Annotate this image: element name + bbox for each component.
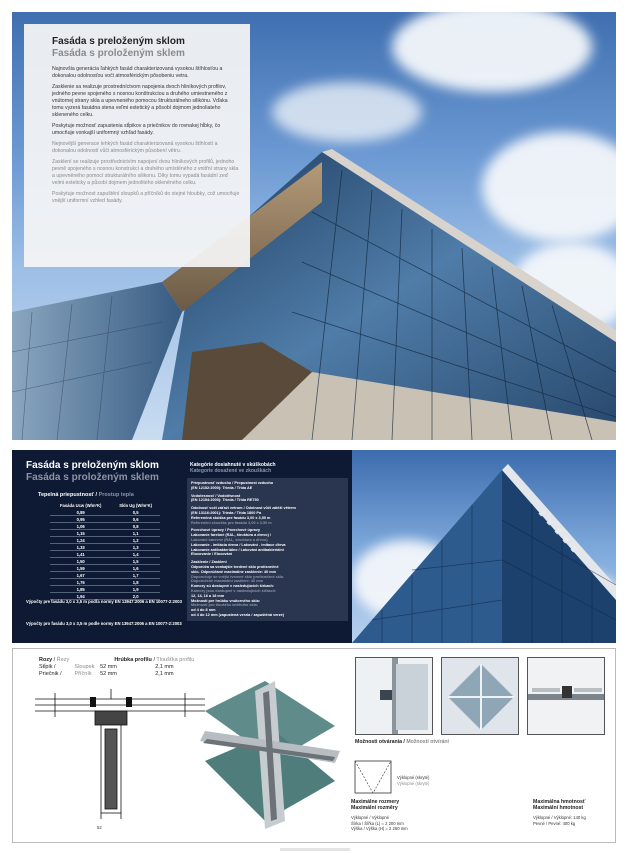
categories-column xyxy=(190,462,348,621)
table-cell: 1,15 xyxy=(50,530,111,537)
top-hung-window-icon xyxy=(353,759,393,795)
spec-name-sk: Priečnik xyxy=(39,671,59,677)
category-line: od 4 do 8 mm xyxy=(191,608,216,613)
table-row xyxy=(50,579,160,586)
profile-cross-section-drawing xyxy=(35,689,205,819)
thermal-heading-cz: Prostup tepla xyxy=(98,492,134,498)
rows-heading-cz: Řezy xyxy=(56,657,70,663)
corner-building-photo xyxy=(352,450,616,643)
max-weight-line: Pevné / Pevné: 400 kg xyxy=(533,820,576,826)
max-weight-line: Výklopné / Výklopné: 140 kg xyxy=(533,815,586,820)
table-cell: 1,7 xyxy=(111,572,160,579)
thermal-heading-sk: Tepelná priepustnosť xyxy=(38,492,95,498)
opening-type-sk: Výklopné (skryté) xyxy=(397,775,430,780)
specs-header: Rozy / Řezy Hrúbka profilu / Tloušťka profilu xyxy=(39,657,195,663)
intro-paragraph: Zasklenie sa realizuje prostredníctvom napojenia dvoch hliníkových profilov, jedného pevne spojeného s nosnou konštrukciou a druhého umiestneného z vnútornej strany skla a upevneného pomocou štrukturálneho silikónu. Vďaka tomu vyzerá fasádna stena veľmi estetický a pôsobí dojmom jednoliateho skleneného celku. xyxy=(52,84,228,118)
spec-width: 52 xyxy=(100,671,107,677)
hero-photo xyxy=(12,12,616,440)
category-line: Lakování barevné (RAL, struktura a dřevo) xyxy=(191,537,268,542)
spec-row: Priečnik / Příčník 52 mm 2,1 mm xyxy=(39,671,174,677)
table-cell: 1,59 xyxy=(50,565,111,572)
table-row xyxy=(50,537,160,544)
table-cell: 1,41 xyxy=(50,551,111,558)
category-line: Povrchové úpravy / Povrchové úpravy xyxy=(191,528,261,533)
intro-paragraph: Poskytuje možnosť zapustenia stĺpikov a priečnikov do rovnakej hĺbky, čo umocňuje vonkajší uniformný vzhľad fasády. xyxy=(52,123,221,136)
depth-heading-sk: Hrúbka profilu xyxy=(114,657,152,663)
opening-type xyxy=(397,775,429,786)
table-row xyxy=(50,551,160,558)
corner-building-illustration xyxy=(352,450,616,643)
spec-unit: mm xyxy=(107,671,117,677)
spec-unit: mm xyxy=(107,664,117,670)
table-row xyxy=(50,544,160,551)
thermal-table xyxy=(50,502,160,600)
opening-type-cz: Výklopné (skryté) xyxy=(397,780,430,786)
table-cell: 1,24 xyxy=(50,537,111,544)
table-row xyxy=(50,530,160,537)
category-line: Eloxovanie / Eloxování xyxy=(191,552,233,557)
max-dims-heading-cz: Maximální rozměry xyxy=(351,805,398,811)
table-row xyxy=(50,586,160,593)
thermal-note-cz: Výpočty pro fasádu 3,0 x 3,5 m podle normy EN 13947:2006 a EN 10077-2:2003 xyxy=(26,621,182,626)
band-title-sk: Fasáda s preloženým sklom xyxy=(26,460,159,471)
intro-paragraph: Najnovšia generácia ľahkých fasád charakterizovaná vysokou štíhlosťou a dokonalou odolnosťou voči atmosférickým pôsobeniu vetra. xyxy=(52,66,223,79)
categories-heading-cz: Kategorie dosažené ve zkouškách xyxy=(190,468,272,474)
thermal-heading: Tepelná priepustnosť / Prostup tepla xyxy=(38,492,134,498)
band-title-cz: Fasáda s proloženým sklem xyxy=(26,472,159,483)
table-row xyxy=(50,565,160,572)
table-cell: 1,6 xyxy=(111,565,160,572)
max-dims-label-cz: Výklopné xyxy=(371,815,389,820)
thermal-band xyxy=(12,450,352,643)
table-cell: 1,1 xyxy=(111,530,160,537)
table-row xyxy=(50,558,160,565)
category-line: Doporučuje se vnější tvrzené sklo protisněžné sklo. xyxy=(191,574,285,579)
category-line: Komory sú dostupné v nasledujúcich šírkach: xyxy=(191,584,275,589)
max-weight-heading xyxy=(533,799,585,811)
table-cell: 1,76 xyxy=(50,579,111,586)
table-row xyxy=(50,572,160,579)
category-line: (EN 12154:2000): Trieda / Třída RE750 xyxy=(191,498,259,503)
spec-width: 52 xyxy=(100,664,107,670)
category-line: sklo. Odporúčané maximálne zasklenie: 40 mm xyxy=(191,569,277,574)
intro-paragraph: Poskytuje možnost zapuštění sloupků a příčníků do stejné hloubky, což umocňuje vnější uniformní vzhled fasády. xyxy=(52,191,240,204)
glass-joint-image xyxy=(441,657,519,735)
category-line: (EN 12152:2000): Trieda / Třída AE xyxy=(191,485,253,490)
spec-depth: 2,1 mm xyxy=(155,664,174,670)
max-dims-heading xyxy=(351,799,399,811)
category-line: od 4 do 12 mm (zapustená verzia / zapuštěná verze) xyxy=(191,612,285,617)
intro-title-cz: Fasáda s proloženým sklem xyxy=(52,48,185,59)
max-height: Výška / Výška (H) = 2 260 mm xyxy=(351,826,408,831)
category-line: Lakovanie - imitácia dreva / Lakování - imitace dřeva xyxy=(191,542,286,547)
spec-row: Stĺpik / Sloupek 52 mm 2,1 mm xyxy=(39,664,174,670)
category-line: Odporúča sa vonkajšie tvrdené sklo protisnečné xyxy=(191,564,279,569)
table-cell: 0,8 xyxy=(111,523,160,530)
categories-box xyxy=(187,478,348,621)
dimension-label: 52 xyxy=(97,825,102,830)
rows-heading-sk: Rozy xyxy=(39,657,53,663)
max-weight-values xyxy=(533,815,586,826)
category-line: (EN 13116:2001): Trieda / Třída 1800 Pa xyxy=(191,510,262,515)
spec-name-cz: Sloupek xyxy=(74,664,95,670)
category-line: Lakovanie farebné (RAL, štruktúra a drevo) / xyxy=(191,533,271,538)
max-weight-heading-cz: Maximální hmotnost xyxy=(533,805,584,811)
max-dims-heading-sk: Maximálne rozmery xyxy=(351,799,400,805)
category-line: Možnosti pro tloušťku vnitřního skla: xyxy=(191,603,258,608)
category-line: Referenčná skúška pre fasádu 3,00 x 3,50 m xyxy=(191,515,271,520)
max-dims-label-sk: Výklopné xyxy=(351,815,369,820)
table-cell: 2,0 xyxy=(111,593,160,600)
max-width: Šírka / Šířka (L) = 2 200 mm xyxy=(351,820,404,826)
transom-detail-image xyxy=(527,657,605,735)
table-cell: 1,8 xyxy=(111,579,160,586)
category-line: Lakovanie antibakteriálne / Lakování antibakteriální xyxy=(191,547,284,552)
category-line: Referenční zkouška pro fasádu 3,00 x 3,50 m xyxy=(191,520,272,525)
table-cell: 1,4 xyxy=(111,551,160,558)
table-cell: 1,9 xyxy=(111,586,160,593)
max-weight-heading-sk: Maximálna hmotnosť xyxy=(533,799,586,805)
technical-section xyxy=(12,648,616,843)
table-cell: 1,5 xyxy=(111,558,160,565)
max-dims-values: Výklopné / Výklopné Šírka / Šířka (L) = 2 200 mm Výška / Výška (H) = 2 260 mm xyxy=(351,815,408,831)
intro-paragraph: Nejnovější generace lehkých fasád charakterizovaná vysokou štíhlostí a dokonalou odolností vůči atmosférickým působení větru. xyxy=(52,141,218,154)
table-cell: 0,5 xyxy=(111,509,160,516)
table-header: Sklo Ug (W/m²K) xyxy=(119,503,153,508)
category-line: Doporučené maximální zasklení: 40 mm xyxy=(191,579,263,584)
table-cell: 1,33 xyxy=(50,544,111,551)
table-cell: 1,94 xyxy=(50,593,111,600)
profile-specs xyxy=(39,657,194,678)
table-row xyxy=(50,523,160,530)
footer-mark xyxy=(280,848,350,851)
thermal-note-sk: Výpočty pre fasádu 3,0 x 3,5 m podľa normy EN 13947:2006 a EN 10077-2:2003 xyxy=(26,599,182,604)
spec-name-sk: Stĺpik xyxy=(39,664,53,670)
spec-name-cz: Příčník xyxy=(74,671,92,677)
mullion-detail-image xyxy=(355,657,433,735)
table-cell: 1,3 xyxy=(111,544,160,551)
table-row xyxy=(50,516,160,523)
category-line: Vodotesnosť / Vodotěsnost xyxy=(191,493,241,498)
table-cell: 1,67 xyxy=(50,572,111,579)
opening-caption-cz: Možnosti otvírání xyxy=(406,739,449,745)
profile-3d-render xyxy=(195,671,345,831)
category-line: Možnosti pre hrúbku vnútorného skla: xyxy=(191,598,260,603)
opening-caption: Možnosti otvárania / Možnosti otvírání xyxy=(355,739,449,745)
category-line: Komory jsou dostupné v následujících šířkách: xyxy=(191,588,277,593)
table-cell: 1,06 xyxy=(50,523,111,530)
categories-heading-sk: Kategórie dosiahnuté v skúškobách xyxy=(190,462,276,468)
intro-title-sk: Fasáda s preloženým sklom xyxy=(52,36,185,47)
category-line: Zasklenie / Zasklení xyxy=(191,560,227,565)
table-cell: 0,95 xyxy=(50,516,111,523)
category-line: Priepustnosť vzduchu / Propustnost vzduchu xyxy=(191,481,274,485)
depth-heading-cz: Tloušťka profilu xyxy=(156,657,195,663)
intro-paragraph: Zasklení se realizuje prostřednictvím napojení dvou hliníkových profilů, jednoho pevně spojeného s nosnou konstrukcí a druhého umístěného z vnitřní strany skla a upevněného pomocí strukturálního silikonu. Díky tomu vypadá fasádní zeď velmi esteticky a působí dojmem jednolitého skleněného celku. xyxy=(52,159,239,186)
table-cell: 1,85 xyxy=(50,586,111,593)
opening-caption-sk: Možnosti otvárania xyxy=(355,739,402,745)
table-cell: 1,2 xyxy=(111,537,160,544)
spec-depth: 2,1 mm xyxy=(155,671,174,677)
intro-text-panel xyxy=(24,24,250,267)
table-header: Fasáda Ucw (W/m²K) xyxy=(59,503,102,508)
category-line: 12, 14, 16 a 18 mm xyxy=(191,593,225,598)
table-cell: 0,89 xyxy=(50,509,111,516)
table-cell: 1,50 xyxy=(50,558,111,565)
table-cell: 0,6 xyxy=(111,516,160,523)
category-line: Odolnosť voči záťaži vetrom / Odolnost vůči zátěži větrem xyxy=(191,506,296,511)
